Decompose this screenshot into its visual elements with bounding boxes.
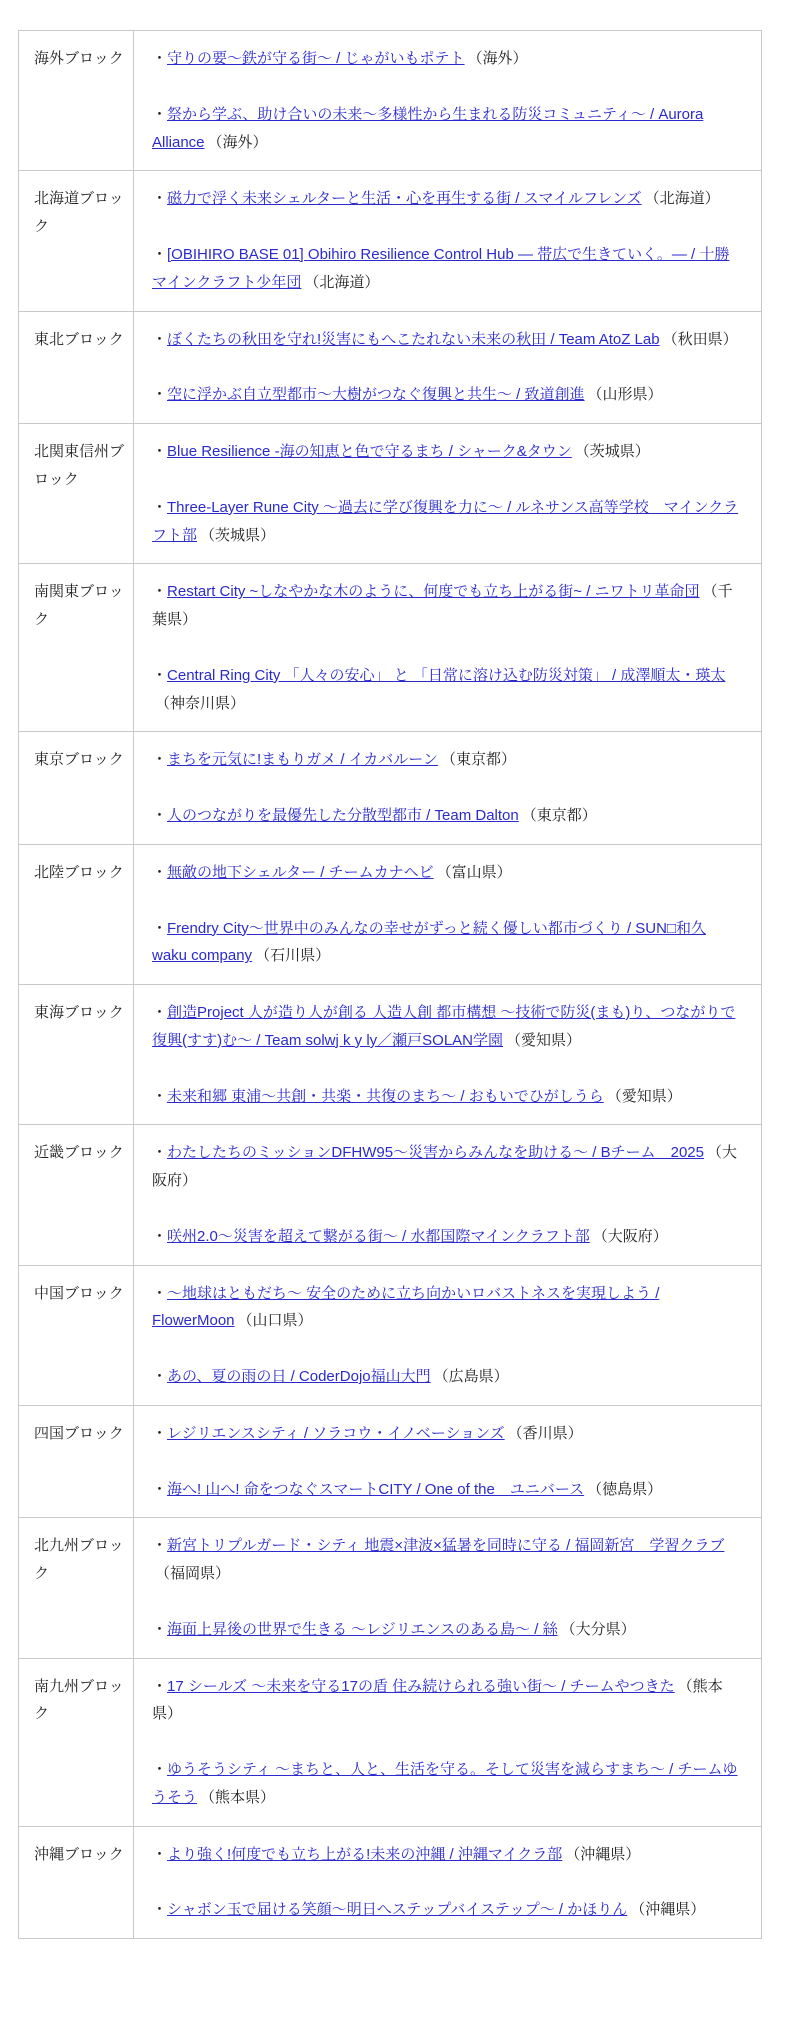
entry-link[interactable]: 無敵の地下シェルター / チームカナヘビ [167, 863, 434, 881]
entry-bullet: ・ [152, 330, 168, 348]
block-label: 海外ブロック [19, 31, 134, 171]
entry-link[interactable]: 祭から学ぶ、助け合いの未来～多様性から生まれる防災コミュニティ～ / Aurora Alliance [152, 105, 704, 151]
entry-region: （茨城県） [574, 443, 650, 460]
entry-link[interactable]: [OBIHIRO BASE 01] Obihiro Resilience Control Hub — 帯広で生きていく。— / 十勝マインクラフト少年団 [152, 246, 730, 291]
block-label: 南九州ブロック [19, 1658, 134, 1826]
table-row [19, 311, 762, 424]
entry-line [152, 1280, 743, 1336]
entry-bullet: ・ [152, 666, 168, 684]
block-label: 南関東ブロック [19, 564, 134, 732]
entry-bullet: ・ [152, 807, 168, 824]
block-label: 北陸ブロック [19, 844, 134, 984]
entry-region: （山形県） [587, 386, 663, 404]
table-row [19, 564, 762, 732]
entry-line [152, 1896, 743, 1924]
entry-line [152, 662, 743, 718]
block-entries-cell [134, 31, 762, 171]
entry-line [152, 1420, 743, 1448]
entry-link[interactable]: 守りの要～鉄が守る街～ / じゃがいもポテト [167, 50, 465, 67]
block-label: 四国ブロック [19, 1405, 134, 1518]
entry-bullet: ・ [152, 751, 168, 769]
entry-bullet: ・ [152, 863, 168, 881]
entry-link[interactable]: 17 シールズ ～未来を守る17の盾 住み続けられる強い街～ / チームやつきた [167, 1677, 675, 1695]
block-entries-cell [134, 844, 762, 984]
entry-region: （秋田県） [662, 330, 738, 348]
entry-line [152, 1476, 743, 1504]
block-label: 東京ブロック [19, 732, 134, 845]
entry-line [152, 746, 743, 774]
block-entries-cell [134, 1826, 762, 1939]
block-label: 北関東信州ブロック [19, 424, 134, 564]
block-entries-cell [134, 1125, 762, 1265]
table-row [19, 1658, 762, 1826]
entry-line [152, 1673, 743, 1729]
entry-bullet: ・ [152, 1901, 168, 1919]
block-entries-cell [134, 311, 762, 424]
entry-bullet: ・ [152, 105, 168, 123]
entry-bullet: ・ [152, 1144, 168, 1162]
entry-region: （千葉県） [152, 583, 733, 628]
table-row [19, 1265, 762, 1405]
entry-link[interactable]: まちを元気に!まもりガメ / イカバルーン [167, 751, 438, 769]
table-row [19, 31, 762, 171]
entry-link[interactable]: ゆうそうシティ ～まちと、人と、生活を守る。そして災害を減らすまち～ / チームゆうそう [152, 1761, 738, 1806]
entry-region: （愛知県） [606, 1087, 682, 1105]
entry-link[interactable]: Three-Layer Rune City ～過去に学び復興を力に～ / ルネサンス高等学校 マインクラフト部 [152, 498, 739, 544]
entry-region: （沖縄県） [565, 1845, 641, 1863]
entry-bullet: ・ [152, 1761, 168, 1778]
entry-bullet: ・ [152, 1424, 168, 1442]
entry-line [152, 1756, 743, 1812]
entry-bullet: ・ [152, 1004, 168, 1021]
entry-bullet: ・ [152, 1537, 168, 1555]
entry-region: （石川県） [255, 947, 331, 965]
table-row [19, 424, 762, 564]
entry-line [152, 1841, 743, 1869]
entry-bullet: ・ [152, 1284, 168, 1302]
entry-region: （大阪府） [152, 1144, 737, 1189]
table-row [19, 171, 762, 311]
entry-bullet: ・ [152, 1368, 168, 1385]
entry-bullet: ・ [152, 386, 168, 404]
entry-link[interactable]: 未来和郷 東浦～共創・共楽・共復のまち～ / おもいでひがしうら [167, 1087, 604, 1105]
entry-link[interactable]: Blue Resilience -海の知恵と色で守るまち / シャーク&タウン [167, 443, 572, 460]
entry-link[interactable]: 海面上昇後の世界で生きる ～レジリエンスのある島～ / 絲 [167, 1620, 558, 1638]
entry-region: （沖縄県） [630, 1901, 706, 1919]
entry-line [152, 1532, 743, 1588]
entry-region: （茨城県） [200, 526, 276, 544]
entry-link[interactable]: シャボン玉で届ける笑顔～明日へステップバイステップ～ / かほりん [167, 1901, 628, 1919]
entry-line [152, 999, 743, 1055]
entry-region: （広島県） [433, 1368, 509, 1385]
entry-line [152, 802, 743, 830]
block-entries-cell [134, 1518, 762, 1658]
entry-link[interactable]: 新宮トリプルガード・シティ 地震×津波×猛暑を同時に守る / 福岡新宮 学習クラブ [167, 1537, 725, 1555]
block-label: 北海道ブロック [19, 171, 134, 311]
entry-line [152, 381, 743, 409]
entry-link[interactable]: Restart City ~しなやかな木のように、何度でも立ち上がる街~ / ニワトリ革命団 [167, 583, 700, 601]
entry-bullet: ・ [152, 1845, 168, 1863]
entry-region: （海外） [467, 50, 528, 67]
block-label: 北九州ブロック [19, 1518, 134, 1658]
entry-link[interactable]: 磁力で浮く未来シェルターと生活・心を再生する街 / スマイルフレンズ [167, 190, 642, 208]
entry-region: （北海道） [304, 273, 380, 291]
block-entries-cell [134, 564, 762, 732]
entry-line [152, 241, 743, 297]
block-label: 東北ブロック [19, 311, 134, 424]
entry-link[interactable]: より強く!何度でも立ち上がる!未来の沖縄 / 沖縄マイクラ部 [167, 1845, 563, 1863]
entry-region: （大分県） [560, 1620, 636, 1638]
entry-bullet: ・ [152, 190, 168, 208]
table-row [19, 1826, 762, 1939]
entry-region: （愛知県） [506, 1031, 582, 1049]
entry-region: （富山県） [436, 863, 512, 881]
entry-region: （大阪府） [592, 1227, 668, 1245]
block-entries-cell [134, 1405, 762, 1518]
table-row [19, 1405, 762, 1518]
entry-line [152, 185, 743, 213]
block-entries-cell [134, 1265, 762, 1405]
entry-link[interactable]: あの、夏の雨の日 / CoderDojo福山大門 [167, 1368, 431, 1385]
entry-line [152, 45, 743, 73]
entry-region: （神奈川県） [155, 694, 246, 712]
entry-line [152, 326, 743, 354]
block-label: 東海ブロック [19, 985, 134, 1125]
entry-bullet: ・ [152, 498, 168, 516]
entry-line [152, 578, 743, 634]
entry-link[interactable]: レジリエンスシティ / ソラコウ・イノベーションズ [167, 1424, 505, 1442]
entry-bullet: ・ [152, 1677, 168, 1695]
entry-region: （山口県） [237, 1312, 313, 1330]
block-entries-cell [134, 985, 762, 1125]
entry-line [152, 101, 743, 157]
block-entries-cell [134, 732, 762, 845]
table-row [19, 844, 762, 984]
entry-region: （東京都） [521, 807, 597, 824]
entry-region: （熊本県） [200, 1788, 276, 1806]
entry-line [152, 1139, 743, 1195]
entry-bullet: ・ [152, 1480, 168, 1498]
entry-bullet: ・ [152, 1620, 168, 1638]
regional-blocks-table [18, 30, 762, 1939]
table-row [19, 1125, 762, 1265]
entry-bullet: ・ [152, 583, 168, 601]
block-entries-cell [134, 1658, 762, 1826]
entry-line [152, 438, 743, 466]
entry-link[interactable]: わたしたちのミッションDFHW95～災害からみんなを助ける～ / Bチーム 2025 [167, 1144, 704, 1162]
entry-region: （東京都） [440, 751, 516, 769]
entry-line [152, 859, 743, 887]
block-entries-cell [134, 171, 762, 311]
table-row [19, 732, 762, 845]
entry-link[interactable]: 海へ! 山へ! 命をつなぐスマートCITY / One of the ユニバース [167, 1480, 585, 1498]
entry-bullet: ・ [152, 919, 168, 937]
entry-bullet: ・ [152, 1227, 168, 1245]
entry-region: （熊本県） [152, 1677, 723, 1723]
entry-link[interactable]: 人のつながりを最優先した分散型都市 / Team Dalton [167, 807, 519, 824]
entry-region: （徳島県） [587, 1480, 663, 1498]
entry-line [152, 1363, 743, 1391]
entry-bullet: ・ [152, 50, 168, 67]
entry-link[interactable]: Frendry City～世界中のみんなの幸せがずっと続く優しい都市づくり / SUN□和久 waku company [152, 919, 707, 965]
entry-link[interactable]: 咲州2.0～災害を超えて繋がる街～ / 水都国際マインクラフト部 [167, 1227, 590, 1245]
entry-bullet: ・ [152, 1087, 168, 1105]
entry-line [152, 1616, 743, 1644]
entry-line [152, 1083, 743, 1111]
entry-link[interactable]: 空に浮かぶ自立型都市～大樹がつなぐ復興と共生～ / 致道創進 [167, 386, 585, 404]
entry-line [152, 1223, 743, 1251]
block-label: 沖縄ブロック [19, 1826, 134, 1939]
block-label: 近畿ブロック [19, 1125, 134, 1265]
block-entries-cell [134, 424, 762, 564]
entry-line [152, 915, 743, 971]
entry-region: （北海道） [644, 190, 720, 208]
entry-region: （海外） [207, 133, 268, 151]
entry-link[interactable]: ぼくたちの秋田を守れ!災害にもへこたれない未来の秋田 / Team AtoZ Lab [167, 330, 660, 348]
entry-link[interactable]: ～地球はともだち～ 安全のために立ち向かいロバストネスを実現しよう / FlowerMoon [152, 1284, 660, 1330]
entry-link[interactable]: 創造Project 人が造り人が創る 人造人創 都市構想 ～技術で防災(まも)り、つながりで復興(すす)む～ / Team solwj k y ly／瀬戸SOLAN学園 [152, 1004, 736, 1049]
entry-link[interactable]: Central Ring City 「人々の安心」 と 「日常に溶け込む防災対策」 / 成澤順太・瑛太 [167, 666, 726, 684]
entry-line [152, 494, 743, 550]
entry-region: （香川県） [507, 1424, 583, 1442]
entry-bullet: ・ [152, 443, 168, 460]
block-label: 中国ブロック [19, 1265, 134, 1405]
table-row [19, 985, 762, 1125]
entry-bullet: ・ [152, 246, 168, 263]
entry-region: （福岡県） [155, 1565, 231, 1582]
table-row [19, 1518, 762, 1658]
